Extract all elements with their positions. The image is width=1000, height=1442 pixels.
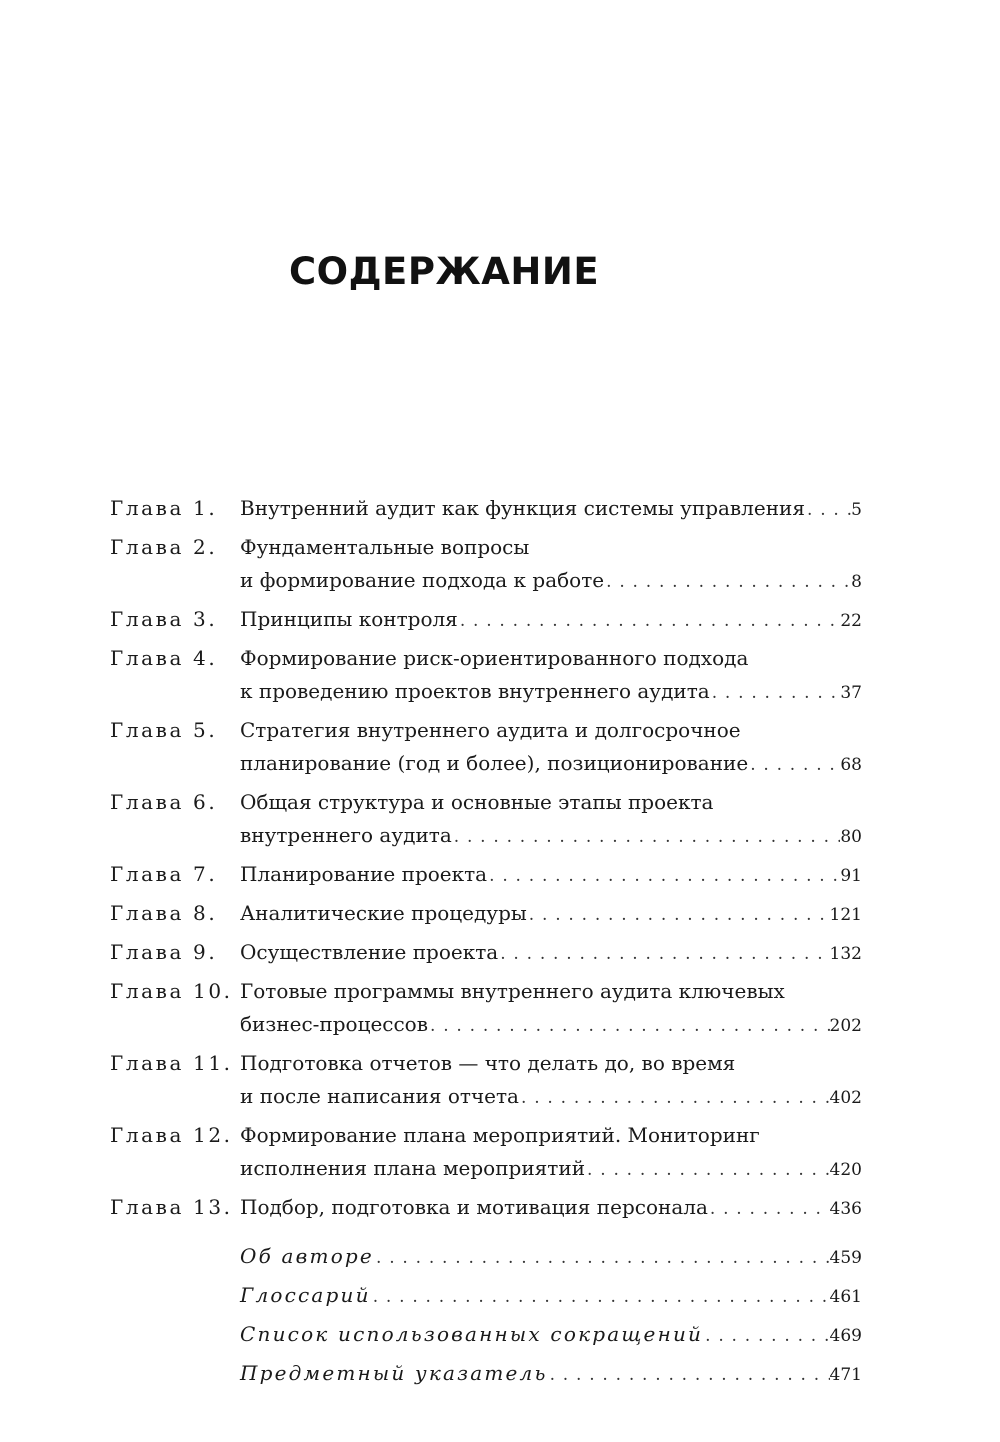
back-matter-line (240, 1279, 862, 1314)
page-number: 80 (840, 827, 862, 847)
page-number: 132 (829, 944, 862, 964)
toc-entry[interactable] (110, 714, 862, 782)
chapter-label: Глава 4. (110, 646, 218, 670)
chapter-label: Глава 12. (110, 1123, 233, 1147)
toc-entry[interactable] (110, 492, 862, 527)
chapter-title-last-line (240, 603, 862, 638)
chapter-label: Глава 6. (110, 790, 218, 814)
chapter-title-last-line (240, 492, 862, 527)
chapter-title-text: Планирование проекта (240, 862, 488, 886)
page-number: 469 (829, 1326, 862, 1346)
toc-entry[interactable] (110, 1119, 862, 1187)
chapter-title (240, 936, 862, 971)
toc-entry[interactable] (110, 531, 862, 599)
chapter-title-line: Формирование плана мероприятий. Мониторинг (240, 1123, 760, 1147)
chapter-title-text: и после написания отчета (240, 1084, 519, 1108)
dot-leader (585, 1154, 830, 1187)
chapter-title-line: Стратегия внутреннего аудита и долгосрочное (240, 718, 741, 742)
dot-leader (548, 1359, 830, 1392)
toc-entry[interactable] (110, 1047, 862, 1115)
toc-back-matter-entry[interactable] (110, 1357, 862, 1392)
dot-leader (604, 566, 851, 599)
toc-entry[interactable] (110, 1191, 862, 1226)
toc-entry[interactable] (110, 786, 862, 854)
chapter-label: Глава 1. (110, 496, 218, 520)
dot-leader (498, 938, 829, 971)
toc-entry[interactable] (110, 642, 862, 710)
table-of-contents (110, 492, 862, 1396)
dot-leader (374, 1242, 830, 1275)
chapter-title (240, 603, 862, 638)
dot-leader (527, 899, 830, 932)
toc-back-matter-entry[interactable] (110, 1279, 862, 1314)
chapter-label: Глава 7. (110, 862, 218, 886)
chapter-title-text: Аналитические процедуры (240, 901, 527, 925)
page-number: 22 (840, 611, 862, 631)
chapter-label: Глава 11. (110, 1051, 233, 1075)
chapter-title (240, 492, 862, 527)
chapter-label: Глава 5. (110, 718, 218, 742)
back-matter-title: Глоссарий (240, 1283, 371, 1307)
page-number: 402 (829, 1088, 862, 1108)
chapter-title-line: Формирование риск-ориентированного подхода (240, 646, 749, 670)
dot-leader (428, 1010, 830, 1043)
chapter-title-last-line (240, 897, 862, 932)
dot-leader (452, 821, 841, 854)
toc-back-matter-entry[interactable] (110, 1240, 862, 1275)
back-matter-title: Список использованных сокращений (240, 1322, 704, 1346)
chapter-list (110, 492, 862, 1226)
toc-entry[interactable] (110, 858, 862, 893)
dot-leader (519, 1082, 830, 1115)
chapter-title-text: внутреннего аудита (240, 823, 452, 847)
page-number: 459 (829, 1248, 862, 1268)
dot-leader (458, 605, 841, 638)
chapter-title (240, 714, 862, 782)
toc-entry[interactable] (110, 975, 862, 1043)
chapter-title-last-line (240, 936, 862, 971)
page-number: 471 (829, 1365, 862, 1385)
chapter-title-text: к проведению проектов внутреннего аудита (240, 679, 710, 703)
chapter-title-text: Внутренний аудит как функция системы управления (240, 496, 805, 520)
chapter-label: Глава 10. (110, 979, 233, 1003)
dot-leader (805, 494, 851, 527)
chapter-title-text: планирование (год и более), позиционирование (240, 751, 749, 775)
chapter-title-text: Осуществление проекта (240, 940, 499, 964)
chapter-title-last-line (240, 858, 862, 893)
dot-leader (748, 749, 840, 782)
chapter-title-line: Общая структура и основные этапы проекта (240, 790, 714, 814)
chapter-title-line: Фундаментальные вопросы (240, 535, 530, 559)
chapter-title (240, 1191, 862, 1226)
chapter-title (240, 897, 862, 932)
chapter-title-line: Готовые программы внутреннего аудита ключевых (240, 979, 785, 1003)
chapter-title (240, 642, 862, 710)
chapter-label: Глава 8. (110, 901, 218, 925)
page-number: 91 (840, 866, 862, 886)
dot-leader (708, 1193, 830, 1226)
chapter-title-text: Подбор, подготовка и мотивация персонала (240, 1195, 708, 1219)
chapter-title-text: бизнес-процессов (240, 1012, 428, 1036)
page-number: 68 (840, 755, 862, 775)
chapter-title-last-line (240, 1080, 862, 1115)
chapter-title (240, 975, 862, 1043)
back-matter-title: Предметный указатель (240, 1361, 548, 1385)
chapter-title (240, 1047, 862, 1115)
chapter-title (240, 786, 862, 854)
chapter-title-last-line (240, 1152, 862, 1187)
page-number: 5 (851, 500, 862, 520)
toc-entry[interactable] (110, 603, 862, 638)
page-number: 202 (829, 1016, 862, 1036)
chapter-title (240, 531, 862, 599)
dot-leader (710, 677, 841, 710)
chapter-title-text: Принципы контроля (240, 607, 458, 631)
page-number: 121 (829, 905, 862, 925)
dot-leader (371, 1281, 830, 1314)
chapter-title-last-line (240, 675, 862, 710)
back-matter-list (110, 1240, 862, 1392)
chapter-title-last-line (240, 1008, 862, 1043)
chapter-title-last-line (240, 747, 862, 782)
chapter-title (240, 1119, 862, 1187)
chapter-title-last-line (240, 564, 862, 599)
chapter-label: Глава 2. (110, 535, 218, 559)
toc-entry[interactable] (110, 936, 862, 971)
chapter-title-text: и формирование подхода к работе (240, 568, 605, 592)
back-matter-line (240, 1357, 862, 1392)
dot-leader (487, 860, 840, 893)
chapter-title-last-line (240, 819, 862, 854)
chapter-label: Глава 13. (110, 1195, 233, 1219)
back-matter-title: Об авторе (240, 1244, 374, 1268)
page-number: 37 (840, 683, 862, 703)
page-number: 8 (851, 572, 862, 592)
page-number: 461 (829, 1287, 862, 1307)
chapter-title-last-line (240, 1191, 862, 1226)
toc-entry[interactable] (110, 897, 862, 932)
chapter-title (240, 858, 862, 893)
chapter-label: Глава 3. (110, 607, 218, 631)
back-matter-line (240, 1318, 862, 1353)
chapter-title-text: исполнения плана мероприятий (240, 1156, 586, 1180)
dot-leader (703, 1320, 829, 1353)
page-title: СОДЕРЖАНИЕ (289, 250, 600, 293)
chapter-label: Глава 9. (110, 940, 218, 964)
page-number: 420 (829, 1160, 862, 1180)
back-matter-line (240, 1240, 862, 1275)
page-number: 436 (829, 1199, 862, 1219)
toc-back-matter-entry[interactable] (110, 1318, 862, 1353)
chapter-title-line: Подготовка отчетов — что делать до, во время (240, 1051, 736, 1075)
